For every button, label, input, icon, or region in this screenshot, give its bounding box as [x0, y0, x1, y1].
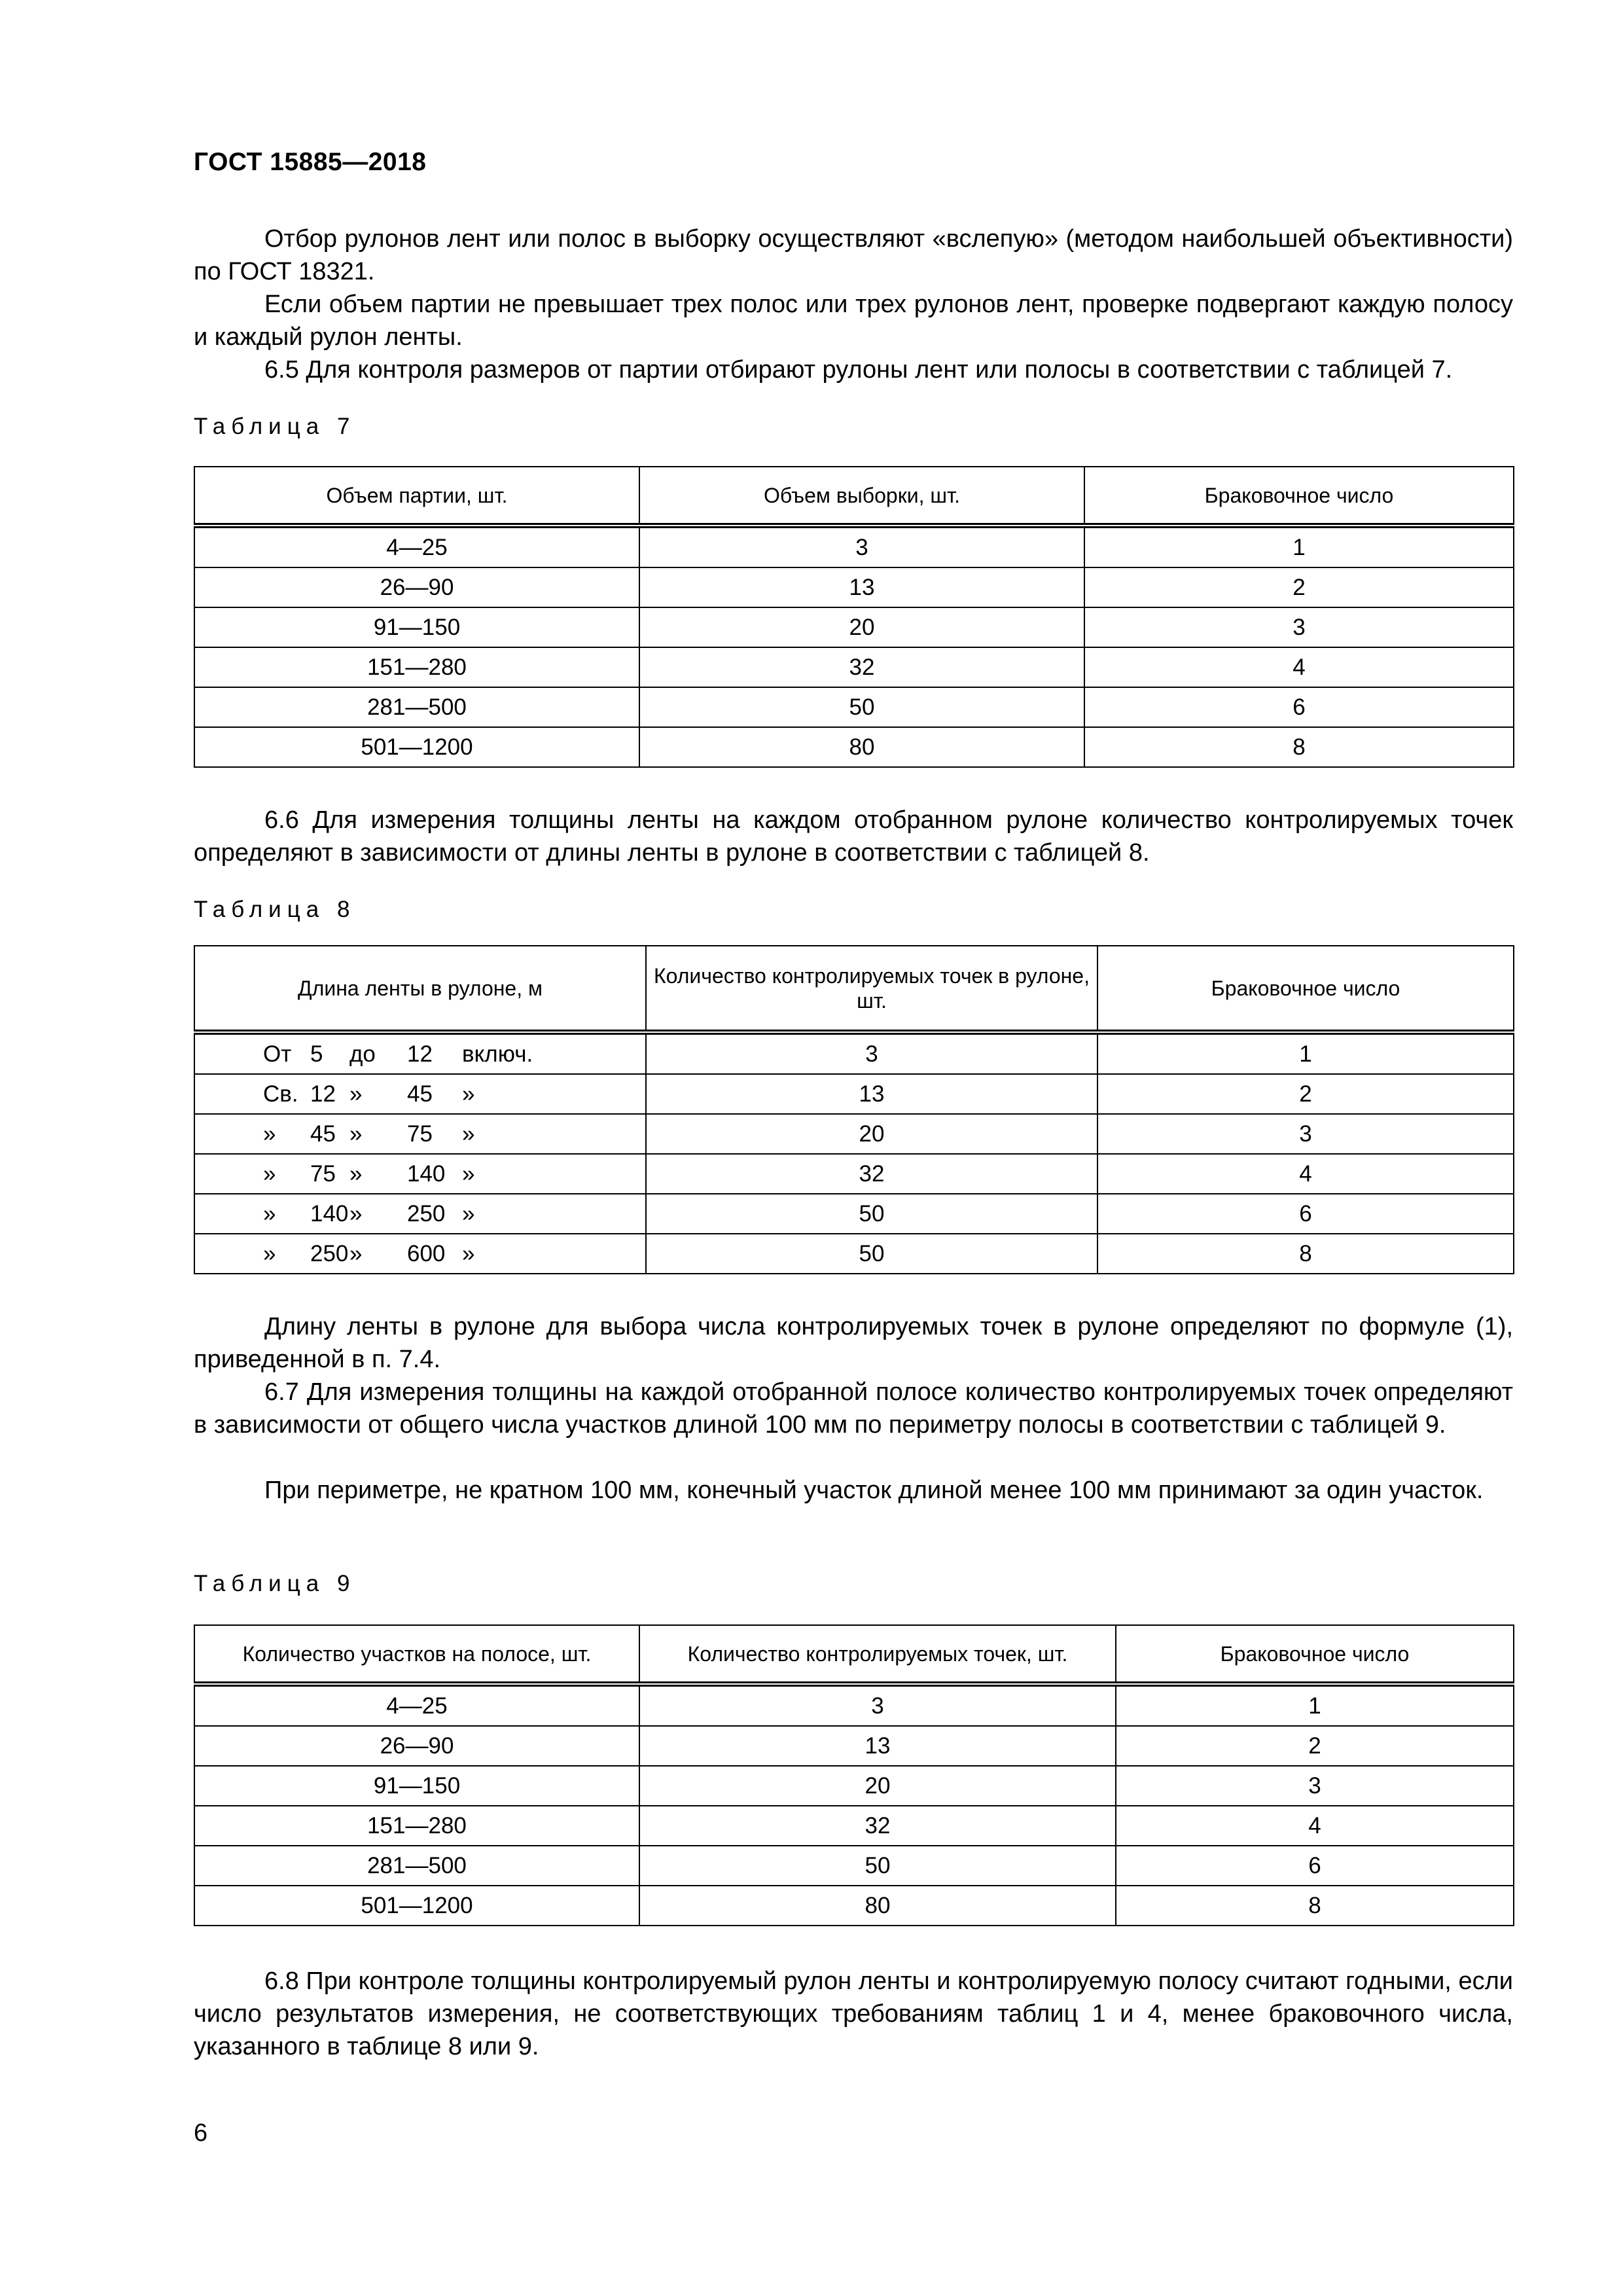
paragraph-6-7: 6.7 Для измерения толщины на каждой отобранной полосе количество контролируемых точек определяют в зависимости от общего числа участков длиной 100 мм по периметру полосы в соответствии с таблицей 9.	[194, 1378, 1513, 1439]
document-header: ГОСТ 15885—2018	[194, 148, 427, 176]
table-row: 151—280 32 4	[194, 647, 1514, 687]
table-8-caption: Таблица 8	[194, 897, 356, 922]
table-row: 151—280 32 4	[194, 1806, 1514, 1846]
paragraph-small-lot: Если объем партии не превышает трех полос или трех рулонов лент, проверке подвергают каждую полосу и каждый рулон ленты.	[194, 291, 1513, 351]
length-range: » 75 » 140 »	[263, 1160, 475, 1187]
length-range: От 5 до 12 включ.	[263, 1041, 533, 1067]
table-row: 281—500 50 6	[194, 1846, 1514, 1886]
table-row: 26—90 13 2	[194, 567, 1514, 607]
paragraph-6-5: 6.5 Для контроля размеров от партии отбирают рулоны лент или полосы в соответствии с таблицей 7.	[264, 356, 1453, 384]
table-header-cell: Количество контролируемых точек в рулоне, шт.	[646, 946, 1097, 1032]
table-header-cell: Объем выборки, шт.	[639, 467, 1084, 526]
length-range: Св. 12 » 45 »	[263, 1081, 475, 1107]
table-header-cell: Длина ленты в рулоне, м	[194, 946, 646, 1032]
table-row: 91—150 20 3	[194, 1766, 1514, 1806]
paragraph-6-6: 6.6 Для измерения толщины ленты на каждом отобранном рулоне количество контролируемых точек определяют в зависимости от длины ленты в рулоне в соответствии с таблицей 8.	[194, 806, 1513, 867]
table-row: 4—25 3 1	[194, 526, 1514, 567]
page-number: 6	[194, 2119, 208, 2147]
table-8	[194, 945, 1514, 1274]
table-header-cell: Браковочное число	[1097, 946, 1514, 1032]
table-row: Св. 12 » 45 » 13 2	[194, 1074, 1514, 1114]
table-header-cell: Браковочное число	[1116, 1625, 1514, 1684]
table-header-cell: Объем партии, шт.	[194, 467, 639, 526]
table-row: » 45 » 75 » 20 3	[194, 1114, 1514, 1154]
length-range: » 140 » 250 »	[263, 1200, 475, 1227]
table-9	[194, 1624, 1514, 1926]
table-header-cell: Количество участков на полосе, шт.	[194, 1625, 639, 1684]
table-row: » 250 » 600 » 50 8	[194, 1234, 1514, 1274]
paragraph-perimeter: При периметре, не кратном 100 мм, конечный участок длиной менее 100 мм принимают за один участок.	[264, 1477, 1484, 1504]
table-7	[194, 466, 1514, 768]
table-row: 501—1200 80 8	[194, 727, 1514, 767]
table-header-cell: Количество контролируемых точек, шт.	[639, 1625, 1116, 1684]
table-7-caption: Таблица 7	[194, 414, 356, 439]
paragraph-sampling-method: Отбор рулонов лент или полос в выборку осуществляют «вслепую» (методом наибольшей объективности) по ГОСТ 18321.	[194, 225, 1513, 285]
table-row: 4—25 3 1	[194, 1684, 1514, 1726]
table-row: 91—150 20 3	[194, 607, 1514, 647]
paragraph-length-formula: Длину ленты в рулоне для выбора числа контролируемых точек в рулоне определяют по формуле (1), приведенной в п. 7.4.	[194, 1313, 1513, 1373]
table-row: » 140 » 250 » 50 6	[194, 1194, 1514, 1234]
table-row: » 75 » 140 » 32 4	[194, 1154, 1514, 1194]
table-row: От 5 до 12 включ. 3 1	[194, 1032, 1514, 1074]
length-range: » 250 » 600 »	[263, 1240, 475, 1266]
length-range: » 45 » 75 »	[263, 1121, 475, 1147]
paragraph-6-8: 6.8 При контроле толщины контролируемый рулон ленты и контролируемую полосу считают годными, если число результатов измерения, не соответствующих требованиям таблиц 1 и 4, менее браковочного числа, указанного в таблице 8 или 9.	[194, 1967, 1513, 2060]
table-row: 26—90 13 2	[194, 1726, 1514, 1766]
table-row: 281—500 50 6	[194, 687, 1514, 727]
table-9-caption: Таблица 9	[194, 1571, 356, 1596]
table-row: 501—1200 80 8	[194, 1886, 1514, 1926]
table-header-cell: Браковочное число	[1084, 467, 1514, 526]
